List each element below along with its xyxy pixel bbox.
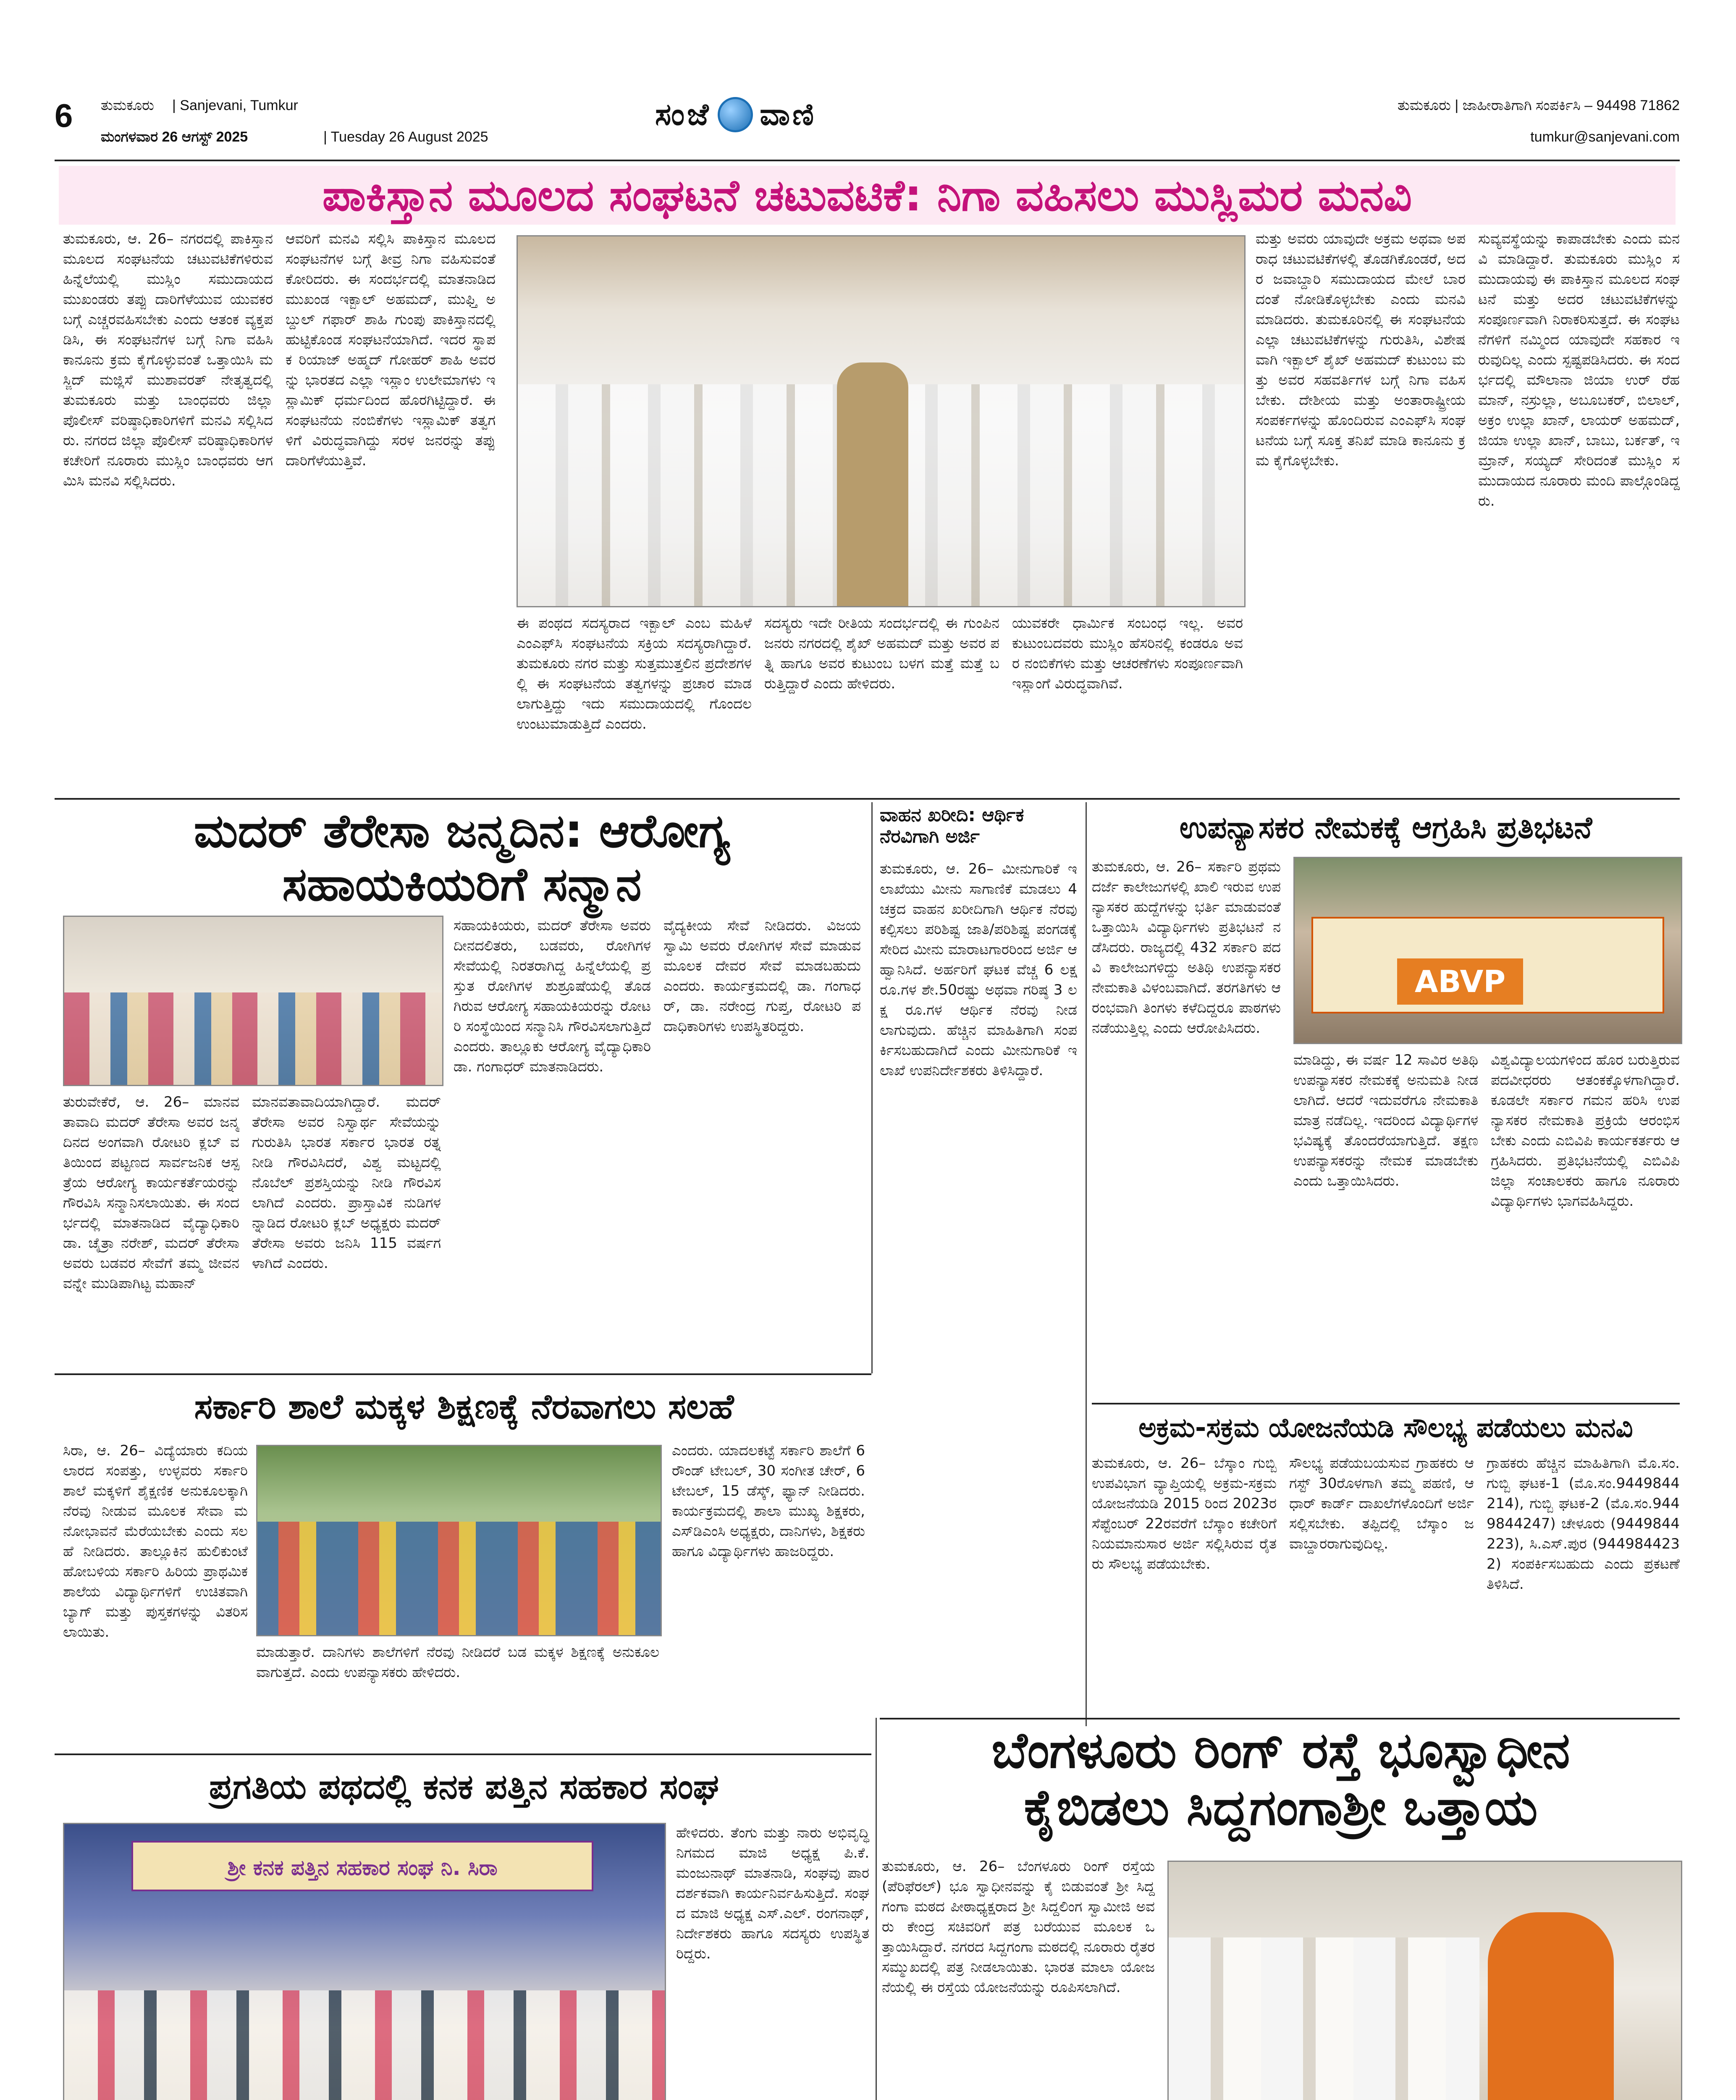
top-col-7: ಸುವ್ಯವಸ್ಥೆಯನ್ನು ಕಾಪಾಡಬೇಕು ಎಂದು ಮನವಿ ಮಾಡಿದ್ದಾರೆ. ತುಮಕೂರು ಮುಸ್ಲಿಂ ಸಮುದಾಯವು ಈ ಪಾಕಿಸ್ತಾನ ಮೂಲದ ಸಂಘಟನೆ ಮತ್ತು ಅದರ ಚಟುವಟಿಕೆಗಳನ್ನು ಸಂಪೂರ್ಣವಾಗಿ ನಿರಾಕರಿಸುತ್ತದೆ. ಈ ಸಂಘಟನೆಗಳಿಗೆ ನಮ್ಮಿಂದ ಯಾವುದೇ ಸಹಕಾರ ಇರುವುದಿಲ್ಲ ಎಂದು ಸ್ಪಷ್ಟಪಡಿಸಿದರು. ಈ ಸಂದರ್ಭದಲ್ಲಿ ಮೌಲಾನಾ ಜಿಯಾ ಉರ್ ರೆಹಮಾನ್, ನಸ್ರುಲ್ಲಾ, ಅಬೂಬಕರ್, ಬಿಲಾಲ್, ಅಕ್ರಂ ಉಲ್ಲಾ ಖಾನ್, ಲಾಯರ್ ಅಹಮದ್, ಜಿಯಾ ಉಲ್ಲಾ ಖಾನ್, ಬಾಬು, ಬರ್ಕತ್, ಇಮ್ರಾನ್, ಸಯ್ಯದ್ ಸೇರಿದಂತೆ ಮುಸ್ಲಿಂ ಸಮುದಾಯದ ನೂರಾರು ಮಂದಿ ಪಾಲ್ಗೊಂಡಿದ್ದರು. xyxy=(1478,231,1680,509)
ring-headline-line2: ಕೈಬಿಡಲು ಸಿದ್ದಗಂಗಾಶ್ರೀ ಒತ್ತಾಯ xyxy=(1024,1778,1538,1836)
akrama-col-3: ಗ್ರಾಹಕರು ಹೆಚ್ಚಿನ ಮಾಹಿತಿಗಾಗಿ ಮೊ.ಸಂ. ಗುಬ್ಬಿ ಘಟಕ-1 (ಮೊ.ಸಂ.9449844214), ಗುಬ್ಬಿ ಘಟಕ-2 (ಮೊ.ಸಂ.9449844247) ಚೇಳೂರು (9449844223), ಸಿ.ಎಸ್.ಪುರ (9449844232) ಸಂಪರ್ಕಿಸಬಹುದು ಎಂದು ಪ್ರಕಟಣೆ ತಿಳಿಸಿದೆ. xyxy=(1487,1455,1680,1593)
upanyasaka-col-1: ತುಮಕೂರು, ಆ. 26– ಸರ್ಕಾರಿ ಪ್ರಥಮ ದರ್ಜೆ ಕಾಲೇಜುಗಳಲ್ಲಿ ಖಾಲಿ ಇರುವ ಉಪನ್ಯಾಸಕರ ಹುದ್ದೆಗಳನ್ನು ಭರ್ತಿ ಮಾಡುವಂತೆ ಒತ್ತಾಯಿಸಿ ವಿದ್ಯಾರ್ಥಿಗಳು ಪ್ರತಿಭಟನೆ ನಡೆಸಿದರು. ರಾಜ್ಯದಲ್ಲಿ 432 ಸರ್ಕಾರಿ ಪದವಿ ಕಾಲೇಜುಗಳಿದ್ದು ಅತಿಥಿ ಉಪನ್ಯಾಸಕರ ನೇಮಕಾತಿ ವಿಳಂಬವಾಗಿದೆ. ತರಗತಿಗಳು ಆರಂಭವಾಗಿ ತಿಂಗಳು ಕಳೆದಿದ್ದರೂ ಪಾಠಗಳು ನಡೆಯುತ್ತಿಲ್ಲ ಎಂದು ಆರೋಪಿಸಿದರು. xyxy=(1092,858,1281,1037)
kanaka-top-divider xyxy=(55,1754,871,1755)
top-divider xyxy=(55,798,1680,800)
top-photo xyxy=(517,235,1246,607)
students-shape xyxy=(257,1522,661,1635)
shale-col-3: ಎಂದರು. ಯಾದಲಕಟ್ಟೆ ಸರ್ಕಾರಿ ಶಾಲೆಗೆ 6 ರೌಂಡ್ ಟೇಬಲ್, 30 ಸಂಗೀತ ಚೇರ್, 6 ಟೇಬಲ್, 15 ಡೆಸ್ಕ್, ಫ್ಯಾನ್ ನೀಡಿದರು. ಕಾರ್ಯಕ್ರಮದಲ್ಲಿ ಶಾಲಾ ಮುಖ್ಯ ಶಿಕ್ಷಕರು, ಎಸ್‌ಡಿಎಂಸಿ ಅಧ್ಯಕ್ಷರು, ದಾನಿಗಳು, ಶಿಕ್ಷಕರು ಹಾಗೂ ವಿದ್ಯಾರ್ಥಿಗಳು ಹಾಜರಿದ್ದರು. xyxy=(672,1442,865,1560)
header-divider xyxy=(55,160,1680,161)
kanaka-photo xyxy=(63,1823,666,2100)
akrama-headline: ಅಕ್ರಮ-ಸಕ್ರಮ ಯೋಜನೆಯಡಿ ಸೌಲಭ್ಯ ಪಡೆಯಲು ಮನವಿ xyxy=(1138,1412,1633,1444)
teresa-divider xyxy=(871,802,873,1373)
header-date-en: | Tuesday 26 August 2025 xyxy=(323,129,488,145)
top-col-2: ಆವರಿಗೆ ಮನವಿ ಸಲ್ಲಿಸಿ ಪಾಕಿಸ್ತಾನ ಮೂಲದ ಸಂಘಟನೆಗಳ ಬಗ್ಗೆ ತೀವ್ರ ನಿಗಾ ವಹಿಸುವಂತೆ ಕೋರಿದರು. ಈ ಸಂದರ್ಭದಲ್ಲಿ ಮಾತನಾಡಿದ ಮುಖಂಡ ಇಕ್ಬಾಲ್ ಅಹಮದ್, ಮುಫ್ತಿ ಅಬ್ದುಲ್ ಗಫಾರ್ ಶಾಹಿ ಗುಂಪು ಪಾಕಿಸ್ತಾನದಲ್ಲಿ ಹುಟ್ಟಿಕೊಂಡ ಸಂಘಟನೆಯಾಗಿದೆ. ಇದರ ಸ್ಥಾಪಕ ರಿಯಾಜ್ ಅಹ್ಮದ್ ಗೋಹರ್ ಶಾಹಿ ಅವರನ್ನು ಭಾರತದ ಎಲ್ಲಾ ಇಸ್ಲಾಂ ಉಲೇಮಾಗಳು ಇಸ್ಲಾಮಿಕ್ ಧರ್ಮದಿಂದ ಹೊರಗಿಟ್ಟಿದ್ದಾರೆ. ಈ ಸಂಘಟನೆಯ ನಂಬಿಕೆಗಳು ಇಸ್ಲಾಮಿಕ್ ತತ್ವಗಳಿಗೆ ವಿರುದ್ಧವಾಗಿದ್ದು ಸರಳ ಜನರನ್ನು ತಪ್ಪು ದಾರಿಗೆಳೆಯುತ್ತಿವೆ. xyxy=(286,231,496,469)
upanyasaka-col-2: ಮಾಡಿದ್ದು, ಈ ವರ್ಷ 12 ಸಾವಿರ ಅತಿಥಿ ಉಪನ್ಯಾಸಕರ ನೇಮಕಕ್ಕೆ ಅನುಮತಿ ನೀಡಲಾಗಿದೆ. ಆದರೆ ಇದುವರೆಗೂ ನೇಮಕಾತಿ ಮಾತ್ರ ನಡೆದಿಲ್ಲ. ಇದರಿಂದ ವಿದ್ಯಾರ್ಥಿಗಳ ಭವಿಷ್ಯಕ್ಕೆ ತೊಂದರೆಯಾಗುತ್ತಿದೆ. ತಕ್ಷಣ ಉಪನ್ಯಾಸಕರನ್ನು ನೇಮಕ ಮಾಡಬೇಕು ಎಂದು ಒತ್ತಾಯಿಸಿದರು. xyxy=(1293,1052,1478,1189)
teresa-col-1: ತುರುವೇಕೆರೆ, ಆ. 26– ಮಾನವತಾವಾದಿ ಮದರ್ ತೆರೇಸಾ ಅವರ ಜನ್ಮದಿನದ ಅಂಗವಾಗಿ ರೋಟರಿ ಕ್ಲಬ್ ವತಿಯಿಂದ ಪಟ್ಟಣದ ಸಾರ್ವಜನಿಕ ಆಸ್ಪತ್ರೆಯ ಆರೋಗ್ಯ ಕಾರ್ಯಕರ್ತೆಯರನ್ನು ಗೌರವಿಸಿ ಸನ್ಮಾನಿಸಲಾಯಿತು. ಈ ಸಂದರ್ಭದಲ್ಲಿ ಮಾತನಾಡಿದ ವೈದ್ಯಾಧಿಕಾರಿ ಡಾ. ಚೈತ್ರಾ ನರೇಶ್, ಮದರ್ ತೆರೇಸಾ ಅವರು ಬಡವರ ಸೇವೆಗೆ ತಮ್ಮ ಜೀವನವನ್ನೇ ಮುಡಿಪಾಗಿಟ್ಟ ಮಹಾನ್ xyxy=(63,1094,239,1292)
header-date-kn: ಮಂಗಳವಾರ 26 ಆಗಸ್ಟ್ 2025 xyxy=(101,129,248,145)
teresa-headline xyxy=(59,804,865,918)
globe-icon xyxy=(718,97,753,132)
abvp-banner xyxy=(1311,917,1664,1013)
akrama-col-2: ಸೌಲಭ್ಯ ಪಡೆಯಬಯಸುವ ಗ್ರಾಹಕರು ಆಗಸ್ಟ್ 30ರೊಳಗಾಗಿ ತಮ್ಮ ಪಹಣಿ, ಆಧಾರ್ ಕಾರ್ಡ್ ದಾಖಲೆಗಳೊಂದಿಗೆ ಅರ್ಜಿ ಸಲ್ಲಿಸಬೇಕು. ತಪ್ಪಿದಲ್ಲಿ ಬೆಸ್ಕಾಂ ಜವಾಬ್ದಾರರಾಗುವುದಿಲ್ಲ. xyxy=(1289,1455,1474,1552)
top-col-5: ಯುವಕರೇ ಧಾರ್ಮಿಕ ಸಂಬಂಧ ಇಲ್ಲ. ಅವರ ಕುಟುಂಬದವರು ಮುಸ್ಲಿಂ ಹೆಸರಿನಲ್ಲಿ ಕಂಡರೂ ಅವರ ನಂಬಿಕೆಗಳು ಮತ್ತು ಆಚರಣೆಗಳು ಸಂಪೂರ್ಣವಾಗಿ ಇಸ್ಲಾಂಗೆ ವಿರುದ್ಧವಾಗಿವೆ. xyxy=(1012,615,1243,692)
kanaka-headline: ಪ್ರಗತಿಯ ಪಥದಲ್ಲಿ ಕನಕ ಪತ್ತಿನ ಸಹಕಾರ ಸಂಘ xyxy=(209,1767,719,1807)
ring-photo xyxy=(1167,1861,1682,2100)
teresa-photo xyxy=(63,916,443,1086)
swamiji-shape xyxy=(1488,1912,1614,2100)
abvp-banner-text: ABVP xyxy=(1397,958,1523,1005)
kanaka-col-3: ಹೇಳಿದರು. ತೆಂಗು ಮತ್ತು ನಾರು ಅಭಿವೃದ್ಧಿ ನಿಗಮದ ಮಾಜಿ ಅಧ್ಯಕ್ಷ ಪಿ.ಕೆ. ಮಂಜುನಾಥ್ ಮಾತನಾಡಿ, ಸಂಘವು ಪಾರದರ್ಶಕವಾಗಿ ಕಾರ್ಯನಿರ್ವಹಿಸುತ್ತಿದೆ. ಸಂಘದ ಮಾಜಿ ಅಧ್ಯಕ್ಷ ಎಸ್.ಎಲ್. ರಂಗನಾಥ್, ನಿರ್ದೇಶಕರು ಹಾಗೂ ಸದಸ್ಯರು ಉಪಸ್ಥಿತರಿದ್ದರು. xyxy=(676,1824,869,1962)
kanaka-banner: ಶ್ರೀ ಕನಕ ಪತ್ತಿನ ಸಹಕಾರ ಸಂಘ ನಿ. ಸಿರಾ xyxy=(131,1841,593,1891)
ring-intro: ತುಮಕೂರು, ಆ. 26– ಬೆಂಗಳೂರು ರಿಂಗ್ ರಸ್ತೆಯ (ಪೆರಿಫೆರಲ್) ಭೂ ಸ್ವಾಧೀನವನ್ನು ಕೈ ಬಿಡುವಂತೆ ಶ್ರೀ ಸಿದ್ದಗಂಗಾ ಮಠದ ಪೀಠಾಧ್ಯಕ್ಷರಾದ ಶ್ರೀ ಸಿದ್ದಲಿಂಗ ಸ್ವಾಮೀಜಿ ಅವರು ಕೇಂದ್ರ ಸಚಿವರಿಗೆ ಪತ್ರ ಬರೆಯುವ ಮೂಲಕ ಒತ್ತಾಯಿಸಿದ್ದಾರೆ. ನಗರದ ಸಿದ್ದಗಂಗಾ ಮಠದಲ್ಲಿ ನೂರಾರು ರೈತರ ಸಮ್ಮುಖದಲ್ಲಿ ಪತ್ರ ನೀಡಲಾಯಿತು. ಭಾರತ ಮಾಲಾ ಯೋಜನೆಯಲ್ಲಿ ಈ ರಸ್ತೆಯ ಯೋಜನೆಯನ್ನು ರೂಪಿಸಲಾಗಿದೆ. xyxy=(882,1858,1155,1996)
page-number: 6 xyxy=(55,97,73,134)
kanaka-group-shape xyxy=(64,1990,665,2100)
top-col-3: ಈ ಪಂಥದ ಸದಸ್ಯರಾದ ಇಕ್ಬಾಲ್ ಎಂಬ ಮಹಿಳೆ ಎಂಎಫ್‌ಸಿ ಸಂಘಟನೆಯ ಸಕ್ರಿಯ ಸದಸ್ಯರಾಗಿದ್ದಾರೆ. ತುಮಕೂರು ನಗರ ಮತ್ತು ಸುತ್ತಮುತ್ತಲಿನ ಪ್ರದೇಶಗಳಲ್ಲಿ ಈ ಸಂಘಟನೆಯ ತತ್ವಗಳನ್ನು ಪ್ರಚಾರ ಮಾಡಲಾಗುತ್ತಿದ್ದು ಇದು ಸಮುದಾಯದಲ್ಲಿ ಗೊಂದಲ ಉಂಟುಮಾಡುತ್ತಿದೆ ಎಂದರು. xyxy=(517,615,752,732)
upanyasaka-photo xyxy=(1293,857,1682,1044)
masthead-left: ಸಂಜೆ xyxy=(655,97,711,132)
shale-col-1: ಸಿರಾ, ಆ. 26– ವಿದ್ಯೆಯಾರು ಕದಿಯಲಾರದ ಸಂಪತ್ತು, ಉಳ್ಳವರು ಸರ್ಕಾರಿ ಶಾಲೆ ಮಕ್ಕಳಿಗೆ ಶೈಕ್ಷಣಿಕ ಅನುಕೂಲಕ್ಕಾಗಿ ನೆರವು ನೀಡುವ ಮೂಲಕ ಸೇವಾ ಮನೋಭಾವನೆ ಮೆರೆಯಬೇಕು ಎಂದು ಸಲಹೆ ನೀಡಿದರು. ತಾಲ್ಲೂಕಿನ ಹುಲಿಕುಂಟೆ ಹೋಬಳಿಯ ಸರ್ಕಾರಿ ಹಿರಿಯ ಪ್ರಾಥಮಿಕ ಶಾಲೆಯ ವಿದ್ಯಾರ್ಥಿಗಳಿಗೆ ಉಚಿತವಾಗಿ ಬ್ಯಾಗ್ ಮತ್ತು ಪುಸ್ತಕಗಳನ್ನು ವಿತರಿಸಲಾಯಿತು. xyxy=(63,1442,248,1641)
teresa-col-2: ಮಾನವತಾವಾದಿಯಾಗಿದ್ದಾರೆ. ಮದರ್ ತೆರೇಸಾ ಅವರ ನಿಸ್ವಾರ್ಥ ಸೇವೆಯನ್ನು ಗುರುತಿಸಿ ಭಾರತ ಸರ್ಕಾರ ಭಾರತ ರತ್ನ ನೀಡಿ ಗೌರವಿಸಿದರೆ, ವಿಶ್ವ ಮಟ್ಟದಲ್ಲಿ ನೊಬೆಲ್ ಪ್ರಶಸ್ತಿಯನ್ನು ನೀಡಿ ಗೌರವಿಸಲಾಗಿದೆ ಎಂದರು. ಪ್ರಾಸ್ತಾವಿಕ ನುಡಿಗಳನ್ನಾಡಿದ ರೋಟರಿ ಕ್ಲಬ್ ಅಧ್ಯಕ್ಷರು ಮದರ್ ತೆರೇಸಾ ಅವರು ಜನಿಸಿ 115 ವರ್ಷಗಳಾಗಿದೆ ಎಂದರು. xyxy=(252,1094,441,1272)
header-city: ತುಮಕೂರು xyxy=(101,97,154,113)
page-header xyxy=(55,88,1680,168)
officer-shape xyxy=(837,362,908,606)
vahana-body: ತುಮಕೂರು, ಆ. 26– ಮೀನುಗಾರಿಕೆ ಇಲಾಖೆಯು ಮೀನು ಸಾಗಾಣಿಕೆ ಮಾಡಲು 4 ಚಕ್ರದ ವಾಹನ ಖರೀದಿಗಾಗಿ ಆರ್ಥಿಕ ನೆರವು ಕಲ್ಪಿಸಲು ಪರಿಶಿಷ್ಟ ಜಾತಿ/ಪರಿಶಿಷ್ಟ ಪಂಗಡಕ್ಕೆ ಸೇರಿದ ಮೀನು ಮಾರಾಟಗಾರರಿಂದ ಅರ್ಜಿ ಆಹ್ವಾನಿಸಿದೆ. ಅರ್ಹರಿಗೆ ಘಟಕ ವೆಚ್ಚ 6 ಲಕ್ಷ ರೂ.ಗಳ ಶೇ.50ರಷ್ಟು ಅಥವಾ ಗರಿಷ್ಠ 3 ಲಕ್ಷ ರೂ.ಗಳ ಆರ್ಥಿಕ ನೆರವು ನೀಡಲಾಗುವುದು. ಹೆಚ್ಚಿನ ಮಾಹಿತಿಗಾಗಿ ಸಂಪರ್ಕಿಸಬಹುದಾಗಿದೆ ಎಂದು ಮೀನುಗಾರಿಕೆ ಇಲಾಖೆ ಉಪನಿರ್ದೇಶಕರು ತಿಳಿಸಿದ್ದಾರೆ. xyxy=(880,861,1077,1079)
ring-headline-line1: ಬೆಂಗಳೂರು ರಿಂಗ್ ರಸ್ತೆ ಭೂಸ್ವಾಧೀನ xyxy=(991,1721,1570,1779)
ring-top-divider xyxy=(880,1718,1680,1719)
shale-photo xyxy=(256,1445,662,1636)
upanyasaka-headline: ಉಪನ್ಯಾಸಕರ ನೇಮಕಕ್ಕೆ ಆಗ್ರಹಿಸಿ ಪ್ರತಿಭಟನೆ xyxy=(1179,810,1592,845)
akrama-col-1: ತುಮಕೂರು, ಆ. 26– ಬೆಸ್ಕಾಂ ಗುಬ್ಬಿ ಉಪವಿಭಾಗ ವ್ಯಾಪ್ತಿಯಲ್ಲಿ ಅಕ್ರಮ-ಸಕ್ರಮ ಯೋಜನೆಯಡಿ 2015 ರಿಂದ 2023ರ ಸೆಪ್ಟೆಂಬರ್ 22ರವರೆಗೆ ಬೆಸ್ಕಾಂ ಕಚೇರಿಗೆ ನಿಯಮಾನುಸಾರ ಅರ್ಜಿ ಸಲ್ಲಿಸಿರುವ ರೈತರು ಸೌಲಭ್ಯ ಪಡೆಯಬೇಕು. xyxy=(1092,1455,1277,1572)
crowd-shape-ring xyxy=(1169,1937,1479,2100)
top-col-4: ಸದಸ್ಯರು ಇದೇ ರೀತಿಯ ಸಂದರ್ಭದಲ್ಲಿ ಈ ಗುಂಪಿನ ಜನರು ನಗರದಲ್ಲಿ ಶೈಖ್ ಅಹಮದ್ ಮತ್ತು ಅವರ ಪತ್ನಿ ಹಾಗೂ ಅವರ ಕುಟುಂಬ ಬಳಗ ಮತ್ತೆ ಮತ್ತೆ ಬರುತ್ತಿದ್ದಾರೆ ಎಂದು ಹೇಳಿದರು. xyxy=(764,615,999,692)
top-headline: ಪಾಕಿಸ್ತಾನ ಮೂಲದ ಸಂಘಟನೆ ಚಟುವಟಿಕೆ: ನಿಗಾ ವಹಿಸಲು ಮುಸ್ಲಿಮರ ಮನವಿ xyxy=(59,166,1676,225)
teresa-col-4: ವೈದ್ಯಕೀಯ ಸೇವೆ ನೀಡಿದರು. ವಿಜಯ ಸ್ವಾಮಿ ಅವರು ರೋಗಿಗಳ ಸೇವೆ ಮಾಡುವ ಮೂಲಕ ದೇವರ ಸೇವೆ ಮಾಡಬಹುದು ಎಂದರು. ಕಾರ್ಯಕ್ರಮದಲ್ಲಿ ಡಾ. ಗಂಗಾಧರ್, ಡಾ. ನರೇಂದ್ರ ಗುಪ್ತ, ರೋಟರಿ ಪದಾಧಿಕಾರಿಗಳು ಉಪಸ್ಥಿತರಿದ್ದರು. xyxy=(663,917,861,1035)
top-col-1: ತುಮಕೂರು, ಆ. 26– ನಗರದಲ್ಲಿ ಪಾಕಿಸ್ತಾನ ಮೂಲದ ಸಂಘಟನೆಯ ಚಟುವಟಿಕೆಗಳಿರುವ ಹಿನ್ನೆಲೆಯಲ್ಲಿ ಮುಸ್ಲಿಂ ಸಮುದಾಯದ ಮುಖಂಡರು ತಪ್ಪು ದಾರಿಗೆಳೆಯುವ ಯುವಕರ ಬಗ್ಗೆ ಎಚ್ಚರವಹಿಸಬೇಕು ಎಂದು ಆತಂಕ ವ್ಯಕ್ತಪಡಿಸಿ, ಈ ಸಂಘಟನೆಗಳ ಬಗ್ಗೆ ನಿಗಾ ವಹಿಸಿ ಕಾನೂನು ಕ್ರಮ ಕೈಗೊಳ್ಳುವಂತೆ ಒತ್ತಾಯಿಸಿ ಮಸ್ಜಿದ್ ಮಜ್ಲಿಸೆ ಮುಶಾವರತ್ ನೇತೃತ್ವದಲ್ಲಿ ತುಮಕೂರು ಮತ್ತು ಬಾಂಧವರು ಜಿಲ್ಲಾ ಪೊಲೀಸ್ ವರಿಷ್ಠಾಧಿಕಾರಿಗಳಿಗೆ ಮನವಿ ಸಲ್ಲಿಸಿದರು. ನಗರದ ಜಿಲ್ಲಾ ಪೊಲೀಸ್ ವರಿಷ್ಠಾಧಿಕಾರಿಗಳ ಕಚೇರಿಗೆ ನೂರಾರು ಮುಸ್ಲಿಂ ಬಾಂಧವರು ಆಗಮಿಸಿ ಮನವಿ ಸಲ್ಲಿಸಿದರು. xyxy=(63,231,273,489)
teresa-group-shape xyxy=(64,992,442,1085)
top-col-6: ಮತ್ತು ಅವರು ಯಾವುದೇ ಅಕ್ರಮ ಅಥವಾ ಅಪರಾಧ ಚಟುವಟಿಕೆಗಳಲ್ಲಿ ತೊಡಗಿಕೊಂಡರೆ, ಅದರ ಜವಾಬ್ದಾರಿ ಸಮುದಾಯದ ಮೇಲೆ ಬಾರದಂತೆ ನೋಡಿಕೊಳ್ಳಬೇಕು ಎಂದು ಮನವಿ ಮಾಡಿದರು. ತುಮಕೂರಿನಲ್ಲಿ ಈ ಸಂಘಟನೆಯ ಎಲ್ಲಾ ಚಟುವಟಿಕೆಗಳನ್ನು ಗುರುತಿಸಿ, ವಿಶೇಷವಾಗಿ ಇಕ್ಬಾಲ್ ಶೈಖ್ ಅಹಮದ್ ಕುಟುಂಬ ಮತ್ತು ಅವರ ಸಹವರ್ತಿಗಳ ಬಗ್ಗೆ ನಿಗಾ ವಹಿಸಬೇಕು. ದೇಶೀಯ ಮತ್ತು ಅಂತಾರಾಷ್ಟ್ರೀಯ ಸಂಪರ್ಕಗಳನ್ನು ಹೊಂದಿರುವ ಎಂಎಫ್‌ಸಿ ಸಂಘಟನೆಯ ಬಗ್ಗೆ ಸೂಕ್ತ ತನಿಖೆ ಮಾಡಿ ಕಾನೂನು ಕ್ರಮ ಕೈಗೊಳ್ಳಬೇಕು. xyxy=(1256,231,1466,469)
masthead-right: ವಾಣಿ xyxy=(760,97,817,132)
shale-headline: ಸರ್ಕಾರಿ ಶಾಲೆ ಮಕ್ಕಳ ಶಿಕ್ಷಣಕ್ಕೆ ನೆರವಾಗಲು ಸಲಹೆ xyxy=(194,1387,734,1427)
shale-col-2: ಮಾಡುತ್ತಾರೆ. ದಾನಿಗಳು ಶಾಲೆಗಳಿಗೆ ನೆರವು ನೀಡಿದರೆ ಬಡ ಮಕ್ಕಳ ಶಿಕ್ಷಣಕ್ಕೆ ಅನುಕೂಲವಾಗುತ್ತದೆ. ಎಂದು ಉಪನ್ಯಾಸಕರು ಹೇಳಿದರು. xyxy=(256,1644,659,1681)
masthead-logo xyxy=(655,97,816,133)
vahana-divider xyxy=(1086,802,1087,1726)
header-email[interactable]: tumkur@sanjevani.com xyxy=(1530,129,1680,145)
upanyasaka-divider xyxy=(1092,1403,1680,1404)
upanyasaka-col-3: ವಿಶ್ವವಿದ್ಯಾಲಯಗಳಿಂದ ಹೊರ ಬರುತ್ತಿರುವ ಪದವೀಧರರು ಆತಂಕಕ್ಕೊಳಗಾಗಿದ್ದಾರೆ. ಕೂಡಲೇ ಸರ್ಕಾರ ಗಮನ ಹರಿಸಿ ಉಪನ್ಯಾಸಕರ ನೇಮಕಾತಿ ಪ್ರಕ್ರಿಯೆ ಆರಂಭಿಸಬೇಕು ಎಂದು ಎಬಿವಿಪಿ ಕಾರ್ಯಕರ್ತರು ಆಗ್ರಹಿಸಿದರು. ಪ್ರತಿಭಟನೆಯಲ್ಲಿ ಎಬಿವಿಪಿ ಜಿಲ್ಲಾ ಸಂಚಾಲಕರು ಹಾಗೂ ನೂರಾರು ವಿದ್ಯಾರ್ಥಿಗಳು ಭಾಗವಹಿಸಿದ್ದರು. xyxy=(1491,1052,1680,1210)
header-contact: ತುಮಕೂರು | ಜಾಹೀರಾತಿಗಾಗಿ ಸಂಪರ್ಕಿಸಿ – 94498 71862 xyxy=(1398,97,1680,113)
teresa-headline-line2: ಸಹಾಯಕಿಯರಿಗೆ ಸನ್ಮಾನ xyxy=(282,857,642,911)
header-edition: | Sanjevani, Tumkur xyxy=(172,97,298,113)
ring-headline xyxy=(882,1722,1680,1848)
teresa-col-3: ಸಹಾಯಕಿಯರು, ಮದರ್ ತೆರೇಸಾ ಅವರು ದೀನದಲಿತರು, ಬಡವರು, ರೋಗಿಗಳ ಸೇವೆಯಲ್ಲಿ ನಿರತರಾಗಿದ್ದ ಹಿನ್ನೆಲೆಯಲ್ಲಿ ಪ್ರಸ್ತುತ ರೋಗಿಗಳ ಶುಶ್ರೂಷೆಯಲ್ಲಿ ತೊಡಗಿರುವ ಆರೋಗ್ಯ ಸಹಾಯಕಿಯರನ್ನು ರೋಟರಿ ಸಂಸ್ಥೆಯಿಂದ ಸನ್ಮಾನಿಸಿ ಗೌರವಿಸಲಾಗುತ್ತಿದೆ ಎಂದರು. ತಾಲ್ಲೂಕು ಆರೋಗ್ಯ ವೈದ್ಯಾಧಿಕಾರಿ ಡಾ. ಗಂಗಾಧರ್ ಮಾತನಾಡಿದರು. xyxy=(454,917,651,1075)
teresa-headline-line1: ಮದರ್ ತೆರೇಸಾ ಜನ್ಮದಿನ: ಆರೋಗ್ಯ xyxy=(194,804,730,858)
ring-divider xyxy=(876,1718,877,2100)
shale-top-divider xyxy=(55,1373,871,1375)
vahana-kicker: ವಾಹನ ಖರೀದಿ: ಆರ್ಥಿಕ ನೆರವಿಗಾಗಿ ಅರ್ಜಿ xyxy=(880,804,1077,855)
